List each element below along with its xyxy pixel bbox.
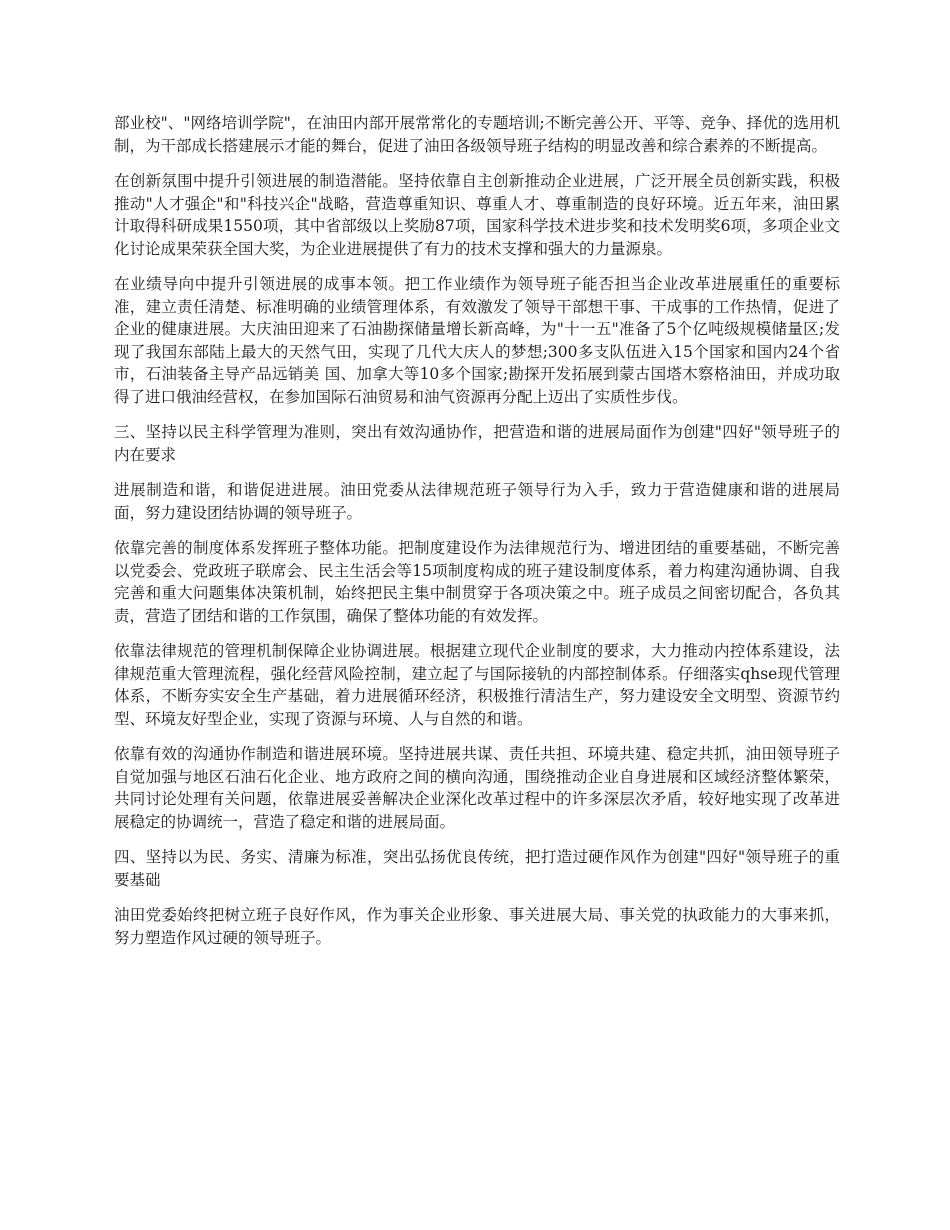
paragraph-3: 在业绩导向中提升引领进展的成事本领。把工作业绩作为领导班子能否担当企业改革进展重任的重要标准，建立责任清楚、标准明确的业绩管理体系，有效激发了领导干部想干事、干成事的工作热情，促进了企业的健康进展。大庆油田迎来了石油勘探储量增长新高峰，为"十一五"准备了5个亿吨级规模储量区;发现了我国东部陆上最大的天然气田，实现了几代大庆人的梦想;300多支队伍进入15个国家和国内24个省市，石油装备主导产品远销美 国、加拿大等10多个国家;勘探开发拓展到蒙古国塔木察格油田，并成功取得了进口俄油经营权，在参加国际石油贸易和油气资源再分配上迈出了实质性步伐。 [114,275,840,406]
paragraph-8: 油田党委始终把树立班子良好作风，作为事关企业形象、事关进展大局、事关党的执政能力的大事来抓，努力塑造作风过硬的领导班子。 [114,906,840,947]
paragraph-6: 依靠法律规范的管理机制保障企业协调进展。根据建立现代企业制度的要求，大力推动内控体系建设，法律规范重大管理流程，强化经营风险控制，建立起了与国际接轨的内部控制体系。仔细落实qhse现代管理体系，不断夯实安全生产基础，着力进展循环经济，积极推行清洁生产，努力建设安全文明型、资源节约型、环境友好型企业，实现了资源与环境、人与自然的和谐。 [114,642,840,728]
paragraph-5: 依靠完善的制度体系发挥班子整体功能。把制度建设作为法律规范行为、增进团结的重要基础，不断完善以党委会、党政班子联席会、民主生活会等15项制度构成的班子建设制度体系，着力构建沟通协调、自我完善和重大问题集体决策机制，始终把民主集中制贯穿于各项决策之中。班子成员之间密切配合，各负其责，营造了团结和谐的工作氛围，确保了整体功能的有效发挥。 [114,539,840,625]
paragraph-1: 部业校"、"网络培训学院"，在油田内部开展常常化的专题培训;不断完善公开、平等、竞争、择优的选用机制，为干部成长搭建展示才能的舞台，促进了油田各级领导班子结构的明显改善和综合素养的不断提高。 [114,114,840,155]
paragraph-7: 依靠有效的沟通协作制造和谐进展环境。坚持进展共谋、责任共担、环境共建、稳定共抓，油田领导班子自觉加强与地区石油石化企业、地方政府之间的横向沟通，围绕推动企业自身进展和区域经济整体繁荣，共同讨论处理有关问题，依靠进展妥善解决企业深化改革过程中的许多深层次矛盾，较好地实现了改革进展稳定的协调统一，营造了稳定和谐的进展局面。 [114,745,840,831]
paragraph-2: 在创新氛围中提升引领进展的制造潜能。坚持依靠自主创新推动企业进展，广泛开展全员创新实践，积极推动"人才强企"和"科技兴企"战略，营造尊重知识、尊重人才、尊重制造的良好环境。近五年来，油田累计取得科研成果1550项，其中省部级以上奖励87项，国家科学技术进步奖和技术发明奖6项，多项企业文化讨论成果荣获全国大奖，为企业进展提供了有力的技术支撑和强大的力量源泉。 [114,172,840,258]
section-heading-4: 四、坚持以为民、务实、清廉为标准，突出弘扬优良传统，把打造过硬作风作为创建"四好"领导班子的重要基础 [114,848,840,889]
section-heading-3: 三、坚持以民主科学管理为准则，突出有效沟通协作，把营造和谐的进展局面作为创建"四好"领导班子的内在要求 [114,423,840,464]
document-body [114,112,840,962]
paragraph-4: 进展制造和谐，和谐促进进展。油田党委从法律规范班子领导行为入手，致力于营造健康和谐的进展局面，努力建设团结协调的领导班子。 [114,481,840,522]
